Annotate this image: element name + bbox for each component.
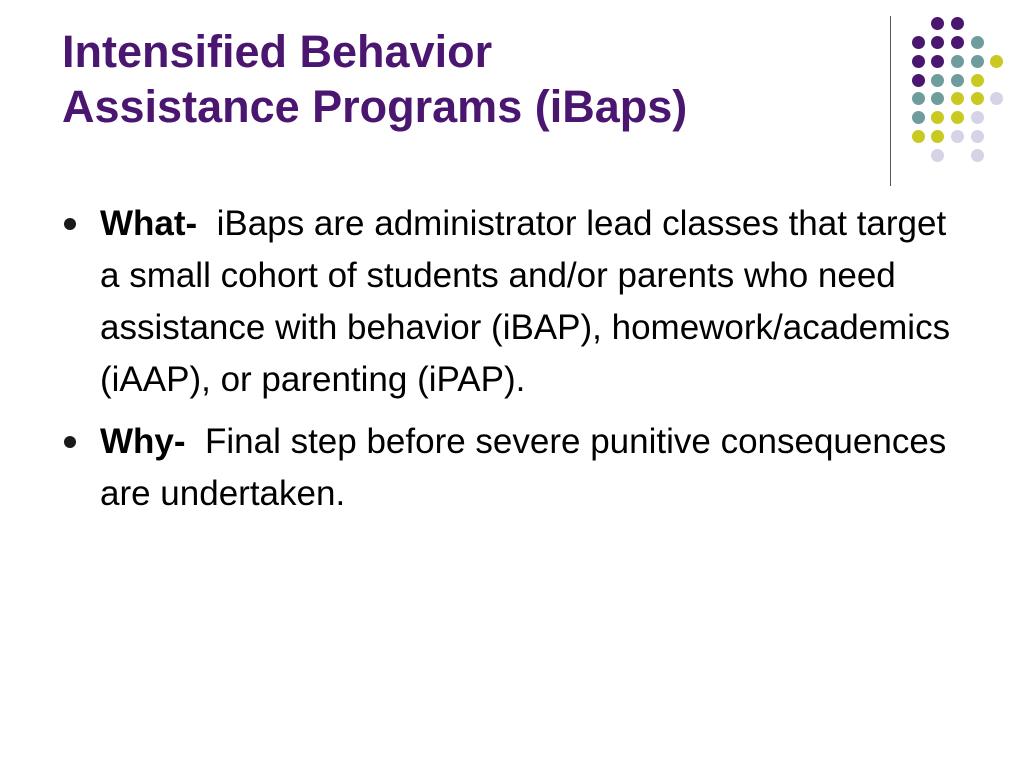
- bullet-list: [62, 198, 962, 530]
- decorative-dot: [912, 130, 925, 143]
- decorative-dot: [990, 55, 1003, 68]
- decorative-dot: [971, 130, 984, 143]
- decorative-dot: [971, 92, 984, 105]
- decorative-dot: [971, 149, 984, 162]
- bullet-dot-icon: [64, 436, 76, 448]
- slide-title-line-1: Intensified Behavior: [62, 26, 493, 77]
- decorative-dot-grid: [0, 0, 1024, 200]
- decorative-dot: [951, 111, 964, 124]
- decorative-dot: [951, 55, 964, 68]
- decorative-dot: [971, 111, 984, 124]
- decorative-dot: [931, 92, 944, 105]
- decorative-dot: [971, 74, 984, 87]
- bullet-item-why: [62, 416, 962, 520]
- decorative-dot: [931, 149, 944, 162]
- decorative-dot: [951, 17, 964, 30]
- bullet-text-why: Final step before severe punitive consequences are undertaken.: [100, 422, 947, 513]
- decorative-dot: [931, 74, 944, 87]
- decorative-dot: [951, 36, 964, 49]
- slide-title-line-2: Assistance Programs (iBaps): [62, 81, 688, 132]
- decorative-dot: [971, 55, 984, 68]
- decorative-dot: [912, 92, 925, 105]
- bullet-item-what: [62, 198, 962, 406]
- decorative-dot: [951, 92, 964, 105]
- decorative-dot: [971, 36, 984, 49]
- bullet-lead-what: What-: [100, 204, 198, 243]
- bullet-lead-why: Why-: [100, 422, 186, 461]
- decorative-dot: [912, 55, 925, 68]
- bullet-dot-icon: [64, 218, 76, 230]
- decorative-dot: [931, 17, 944, 30]
- decorative-dot: [912, 36, 925, 49]
- decorative-dot: [990, 92, 1003, 105]
- decorative-dot: [931, 130, 944, 143]
- decorative-dot: [951, 130, 964, 143]
- decorative-dot: [912, 74, 925, 87]
- decorative-dot: [951, 74, 964, 87]
- bullet-text-what: iBaps are administrator lead classes that target a small cohort of students and/or parents who need assistance with behavior (iBAP), homework/academics (iAAP), or parenting (iPAP).: [100, 204, 951, 399]
- decorative-dot: [912, 111, 925, 124]
- decorative-dot: [931, 36, 944, 49]
- decorative-dot: [931, 111, 944, 124]
- decorative-dot: [931, 55, 944, 68]
